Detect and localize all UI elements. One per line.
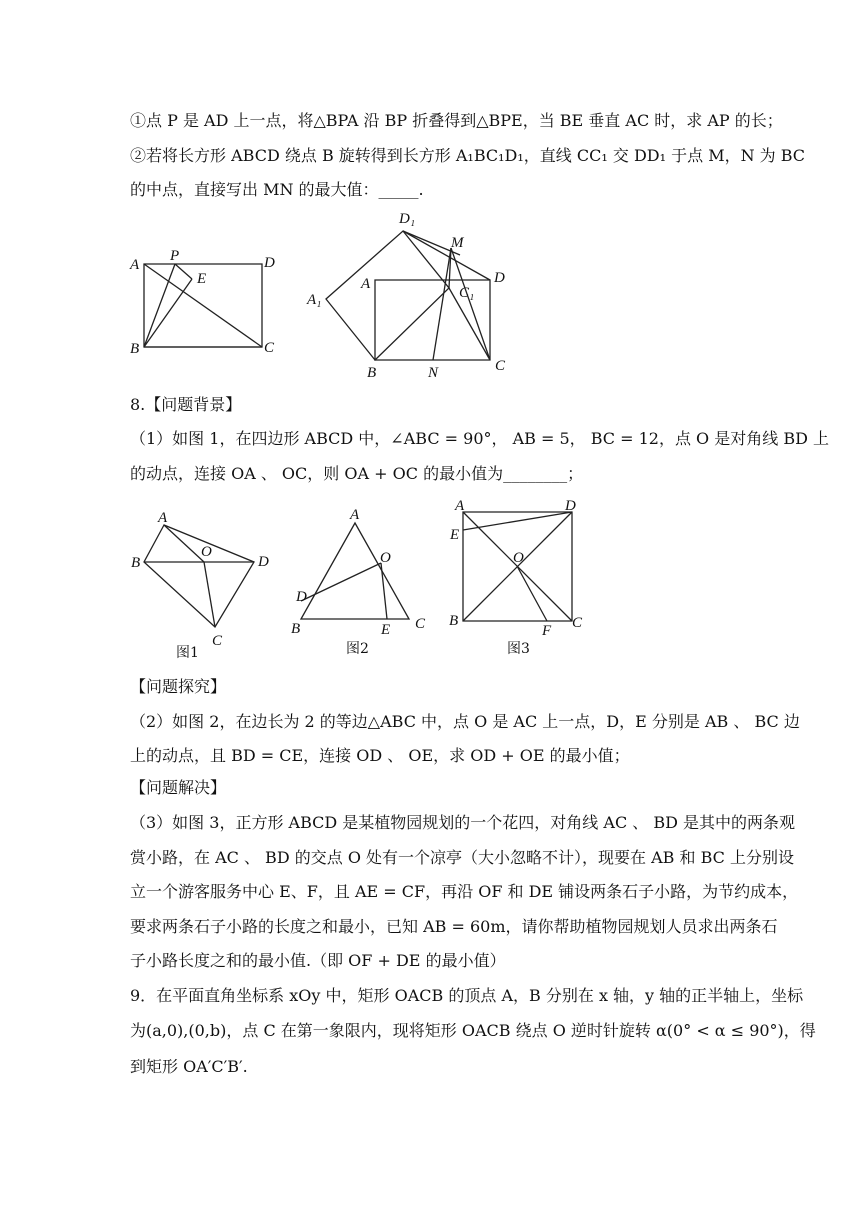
figure-2 <box>284 503 434 663</box>
label-c1: C₁ <box>459 285 475 301</box>
label-c: C <box>212 633 223 649</box>
label-c: C <box>572 615 583 631</box>
segment-de <box>463 512 572 530</box>
text-line-2: ②若将长方形 ABCD 绕点 B 旋转得到长方形 A₁BC₁D₁，直线 CC₁ 交 DD₁ 于点 M，N 为 BC <box>130 146 806 165</box>
caption-fig1: 图1 <box>176 645 199 661</box>
caption-fig2: 图2 <box>346 641 369 657</box>
triangle-abc <box>301 523 409 619</box>
segment-bp <box>144 264 175 347</box>
label-e: E <box>450 527 460 543</box>
text-line-14: 要求两条石子小路的长度之和最小，已知 AB = 60m，请你帮助植物园规划人员求出两条石 <box>130 917 778 936</box>
segment-oa <box>164 525 204 562</box>
label-b: B <box>130 341 140 357</box>
label-b: B <box>291 621 301 637</box>
figure-fold-rectangle <box>125 245 285 360</box>
text-line-11: （3）如图 3，正方形 ABCD 是某植物园规划的一个花四，对角线 AC 、 BD 是其中的两条观 <box>130 813 796 832</box>
label-p: P <box>170 248 180 264</box>
label-e: E <box>381 622 391 638</box>
quadrilateral-abcd <box>144 525 254 627</box>
label-a: A <box>350 507 360 523</box>
text-line-18: 到矩形 OA′C′B′. <box>130 1057 248 1076</box>
segment-pe <box>175 264 192 279</box>
text-line-8: （2）如图 2，在边长为 2 的等边△ABC 中，点 O 是 AC 上一点，D，E 分别是 AB 、 BC 边 <box>130 712 800 731</box>
label-a: A <box>455 498 465 514</box>
label-o: O <box>201 544 212 560</box>
label-n: N <box>428 365 439 380</box>
label-d1: D₁ <box>399 211 416 227</box>
label-d: D <box>258 554 269 570</box>
figure-1 <box>128 505 278 665</box>
text-line-15: 子小路长度之和的最小值.（即 OF + DE 的最小值） <box>130 951 506 970</box>
label-a: A <box>158 510 168 526</box>
label-b: B <box>449 613 459 629</box>
label-o: O <box>380 550 391 566</box>
label-c: C <box>264 340 275 356</box>
text-line-5: （1）如图 1，在四边形 ABCD 中，∠ABC = 90°， AB = 5， BC = 12，点 O 是对角线 BD 上 <box>130 429 830 448</box>
label-a1: A₁ <box>307 292 322 308</box>
text-line-17: 为(a,0),(0,b)，点 C 在第一象限内，现将矩形 OACB 绕点 O 逆时针旋转 α(0° < α ≤ 90°)，得 <box>130 1021 816 1040</box>
segment-oc <box>204 562 215 627</box>
text-line-13: 立一个游客服务中心 E、F，且 AE = CF，再沿 OF 和 DE 铺设两条石子小路，为节约成本， <box>130 882 799 901</box>
label-o: O <box>513 550 524 566</box>
figure-rotated-rectangle <box>305 205 520 380</box>
label-d: D <box>565 498 576 514</box>
text-line-16: 9．在平面直角坐标系 xOy 中，矩形 OACB 的顶点 A，B 分别在 x 轴，y 轴的正半轴上，坐标 <box>130 986 804 1005</box>
text-line-7: 【问题探究】 <box>130 677 227 696</box>
label-a: A <box>361 276 371 292</box>
label-m: M <box>451 235 464 251</box>
label-a: A <box>130 257 140 273</box>
label-f: F <box>542 623 552 639</box>
segment-be <box>144 279 192 347</box>
text-line-12: 赏小路，在 AC 、 BD 的交点 O 处有一个凉亭（大小忽略不计），现要在 AB 和 BC 上分别设 <box>130 848 794 867</box>
rectangle-a1bc1d1 <box>326 231 449 360</box>
label-c: C <box>495 358 506 374</box>
text-line-3: 的中点，直接写出 MN 的最大值：_____. <box>130 180 424 199</box>
caption-fig3: 图3 <box>507 641 530 657</box>
label-d: D <box>494 270 505 286</box>
text-line-1: ①点 P 是 AD 上一点，将△BPA 沿 BP 折叠得到△BPE，当 BE 垂直 AC 时，求 AP 的长； <box>130 111 783 130</box>
text-line-4: 8.【问题背景】 <box>130 395 242 414</box>
segment-od <box>301 563 381 601</box>
figure-3 <box>446 497 596 662</box>
segment-of <box>517 566 547 621</box>
label-d: D <box>264 255 275 271</box>
label-e: E <box>197 271 207 287</box>
segment-oe <box>381 563 387 619</box>
segment-mn <box>433 248 451 360</box>
label-b: B <box>367 365 377 380</box>
text-line-6: 的动点，连接 OA 、 OC，则 OA + OC 的最小值为________； <box>130 464 584 483</box>
text-line-10: 【问题解决】 <box>130 778 227 797</box>
label-d: D <box>296 589 307 605</box>
label-b: B <box>131 555 141 571</box>
label-c: C <box>415 616 426 632</box>
text-line-9: 上的动点，且 BD = CE，连接 OD 、 OE，求 OD + OE 的最小值； <box>130 746 630 765</box>
